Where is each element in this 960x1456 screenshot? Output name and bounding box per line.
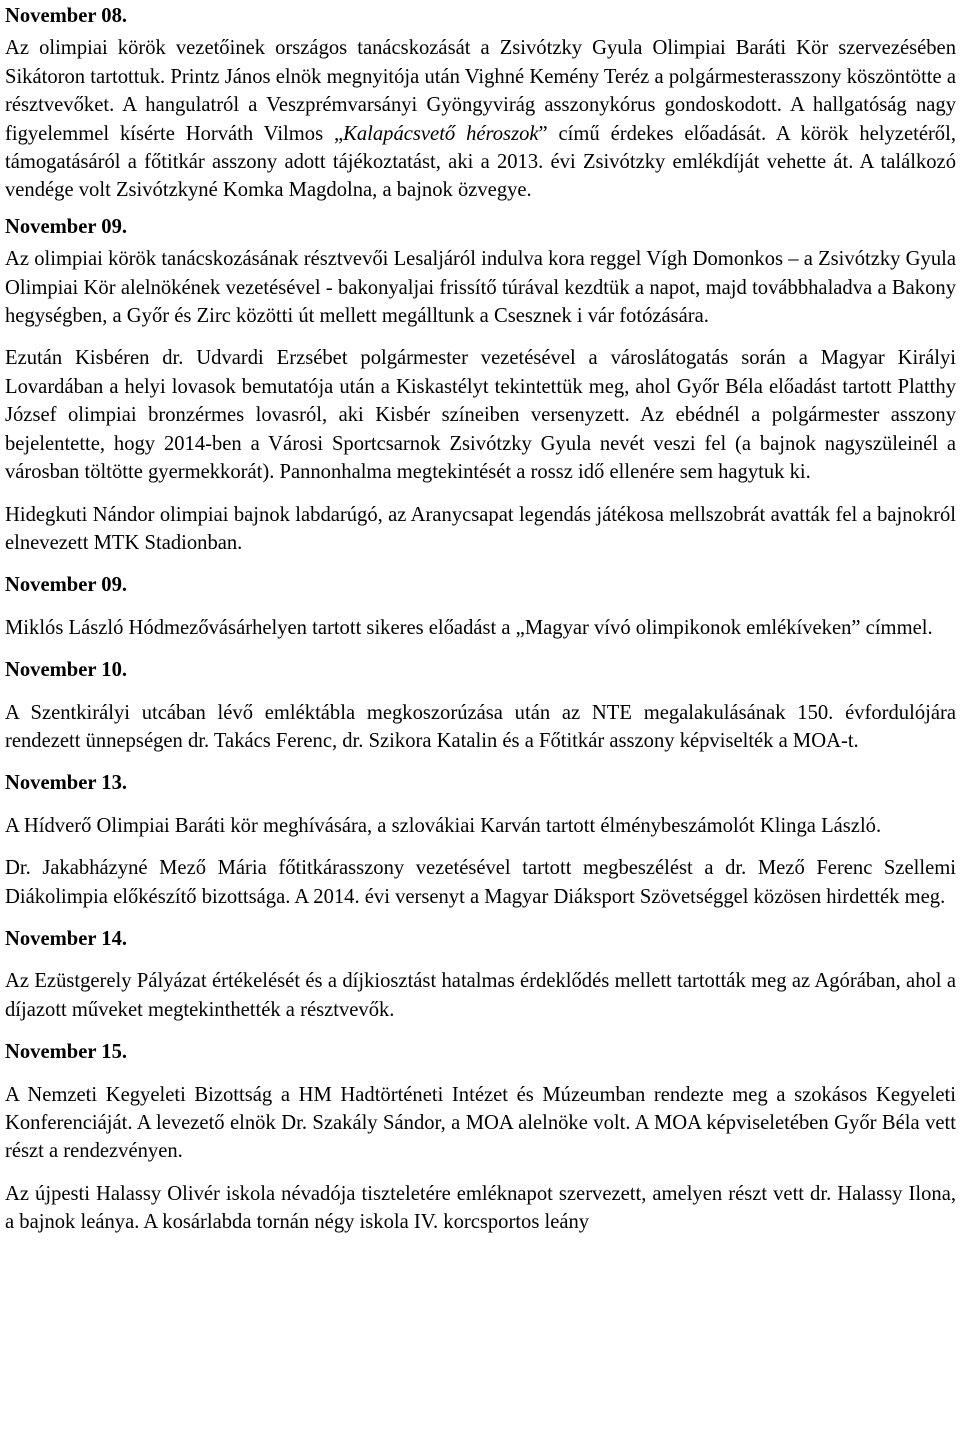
paragraph-halassy-memorial: Az újpesti Halassy Olivér iskola névadója tiszteletére emléknapot szervezett, amelyen részt vett dr. Halassy Ilona, a bajnok leánya. A kosárlabda tornán négy iskola IV. korcsportos leány bbox=[5, 1182, 956, 1234]
paragraph-kisber-visit: Ezután Kisbéren dr. Udvardi Erzsébet polgármester vezetésével a városlátogatás során a Magyar Királyi Lovardában a helyi lovasok bemutatója után a Kiskastélyt tekintettük meg, ahol Győr Béla előadást tartott Platthy József olimpiai bronzérmes lovasról, aki Kisbér színeiben versenyzett. Az ebédnél a polgármester asszony bejelentette, hogy 2014-ben a Városi Sportcsarnok Zsivótzky Gyula nevét veszi fel (a bajnok nagyszüleinél a városban töltötte gyermekkorát). Pannonhalma megtekintését a rossz idő ellenére sem hagytuk ki. bbox=[5, 347, 956, 484]
paragraph-text: ” című érdekes előadását. A körök helyzetéről, támogatásáról a főtitkár asszony adott tájékoztatást, aki a 2013. évi Zsivótzky emlékdíját vehette át. A találkozó vendége volt Zsivótzkyné Komka Magdolna, a bajnok özvegye. bbox=[5, 122, 956, 202]
paragraph-olympic-circles-meeting bbox=[5, 34, 956, 204]
paragraph-ezustgerely: Az Ezüstgerely Pályázat értékelését és a díjkiosztást hatalmas érdeklődés mellett tartották meg az Agórában, ahol a díjazott műveket megtekinthették a résztvevők. bbox=[5, 970, 956, 1021]
paragraph-nte-anniversary: A Szentkirályi utcában lévő emléktábla megkoszorúzása után az NTE megalakulásának 150. évfordulójára rendezett ünnepségen dr. Takács Ferenc, dr. Szikora Katalin és a Főtitkár asszony képviselték a MOA-t. bbox=[5, 701, 956, 752]
paragraph-miklos-lecture: Miklós László Hódmezővásárhelyen tartott sikeres előadást a „Magyar vívó olimpikonok emlékíveken” címmel. bbox=[5, 616, 933, 639]
entry-date-nov-14: November 14. bbox=[5, 927, 128, 950]
paragraph-karva-report: A Hídverő Olimpiai Baráti kör meghívására, a szlovákiai Karván tartott élménybeszámolót Klinga László. bbox=[5, 814, 882, 837]
paragraph-kegyeleti-konferencia: A Nemzeti Kegyeleti Bizottság a HM Hadtörténeti Intézet és Múzeumban rendezte meg a szokásos Kegyeleti Konferenciáját. A levezető elnök Dr. Szakály Sándor, a MOA alelnöke volt. A MOA képviseletében Győr Béla vett részt a rendezvényen. bbox=[5, 1083, 956, 1163]
paragraph-text: Az olimpiai körök vezetőinek országos tanácskozását a Zsivótzky Gyula Olimpiai Baráti Kör szervezésében Sikátoron tartottuk. Printz János elnök megnyitója után Vighné Kemény Teréz a polgármesterasszony köszöntötte a résztvevőket. A hangulatról a Veszprémvarsányi Gyöngyvirág asszonykórus gondoskodott. A hallgatóság nagy figyelemmel kísérte Horváth Vilmos „ bbox=[5, 37, 956, 145]
entry-date-nov-13: November 13. bbox=[5, 772, 128, 795]
entry-date-nov-08: November 08. bbox=[5, 5, 128, 27]
paragraph-hidegkuti-statue: Hidegkuti Nándor olimpiai bajnok labdarúgó, az Aranycsapat legendás játékosa mellszobrát avatták fel a bajnokról elnevezett MTK Stadionban. bbox=[5, 503, 956, 554]
entry-date-nov-09-a: November 09. bbox=[5, 215, 128, 238]
paragraph-diakolimpia-committee: Dr. Jakabházyné Mező Mária főtitkárasszony vezetésével tartott megbeszélést a dr. Mező Ferenc Szellemi Diákolimpia előkészítő bizottsága. A 2014. évi versenyt a Magyar Diáksport Szövetséggel közösen hirdették meg. bbox=[5, 857, 956, 908]
entry-date-nov-15: November 15. bbox=[5, 1041, 128, 1064]
entry-date-nov-10: November 10. bbox=[5, 659, 128, 682]
lecture-title: Kalapácsvető héroszok bbox=[343, 122, 539, 145]
entry-date-nov-09-b: November 09. bbox=[5, 574, 128, 597]
paragraph-lesalja-hike: Az olimpiai körök tanácskozásának résztvevői Lesaljáról indulva kora reggel Vígh Domonkos – a Zsivótzky Gyula Olimpiai Kör alelnökének vezetésével - bakonyaljai frissítő túrával kezdtük a napot, majd továbbhaladva a Bakony hegységben, a Győr és Zirc közötti út mellett megálltunk a Csesznek i vár fotózására. bbox=[5, 248, 956, 328]
